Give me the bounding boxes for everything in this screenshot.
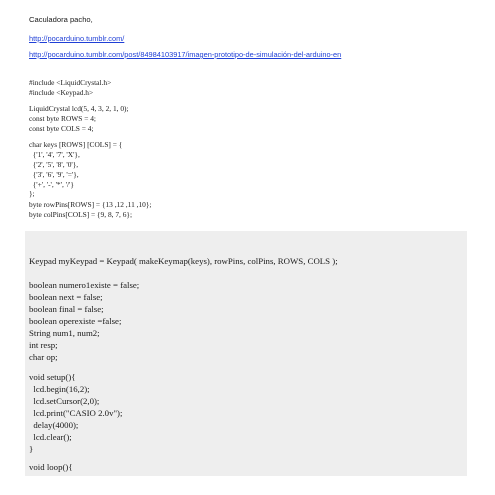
code-line: byte colPins[COLS] = {9, 8, 7, 6}; [29,210,133,219]
code-line: } [29,444,34,454]
code-line: {'2', '5', '8', '0'}, [29,160,79,169]
code-line: Keypad myKeypad = Keypad( makeKeymap(keys), rowPins, colPins, ROWS, COLS ); [29,256,338,266]
code-line: void loop(){ [29,462,73,472]
code-line: boolean next = false; [29,292,103,302]
code-line: boolean final = false; [29,304,104,314]
code-line: {'1', '4', '7', 'X'}, [29,150,80,159]
code-line: int resp; [29,340,58,350]
code-line: lcd.begin(16,2); [29,384,90,394]
code-line: LiquidCrystal lcd(5, 4, 3, 2, 1, 0); [29,104,129,113]
code-line: #include <LiquidCrystal.h> [29,78,112,87]
document-title: Caculadora pacho, [29,15,93,24]
post-link[interactable]: http://pocarduino.tumblr.com/post/84984103917/imagen-prototipo-de-simulación-del-arduino-en [29,50,342,59]
code-line: }; [29,189,35,198]
code-line: const byte ROWS = 4; [29,114,96,123]
code-line: boolean operexiste =false; [29,316,122,326]
code-line: void setup(){ [29,372,76,382]
code-line: lcd.setCursor(2,0); [29,396,100,406]
code-line: boolean numero1existe = false; [29,280,140,290]
code-line: lcd.clear(); [29,432,72,442]
code-line: char op; [29,352,58,362]
code-line: delay(4000); [29,420,79,430]
code-line: #include <Keypad.h> [29,88,94,97]
code-line: {'3', '6', '9', '='}, [29,170,79,179]
code-line: const byte COLS = 4; [29,124,94,133]
code-line: lcd.print("CASIO 2.0v"); [29,408,123,418]
code-line: byte rowPins[ROWS] = {13 ,12 ,11 ,10}; [29,200,152,209]
blog-link[interactable]: http://pocarduino.tumblr.com/ [29,34,125,43]
code-line: {'+', '-', '*', '/'} [29,180,74,189]
code-line: String num1, num2; [29,328,100,338]
code-line: char keys [ROWS] [COLS] = { [29,140,123,149]
